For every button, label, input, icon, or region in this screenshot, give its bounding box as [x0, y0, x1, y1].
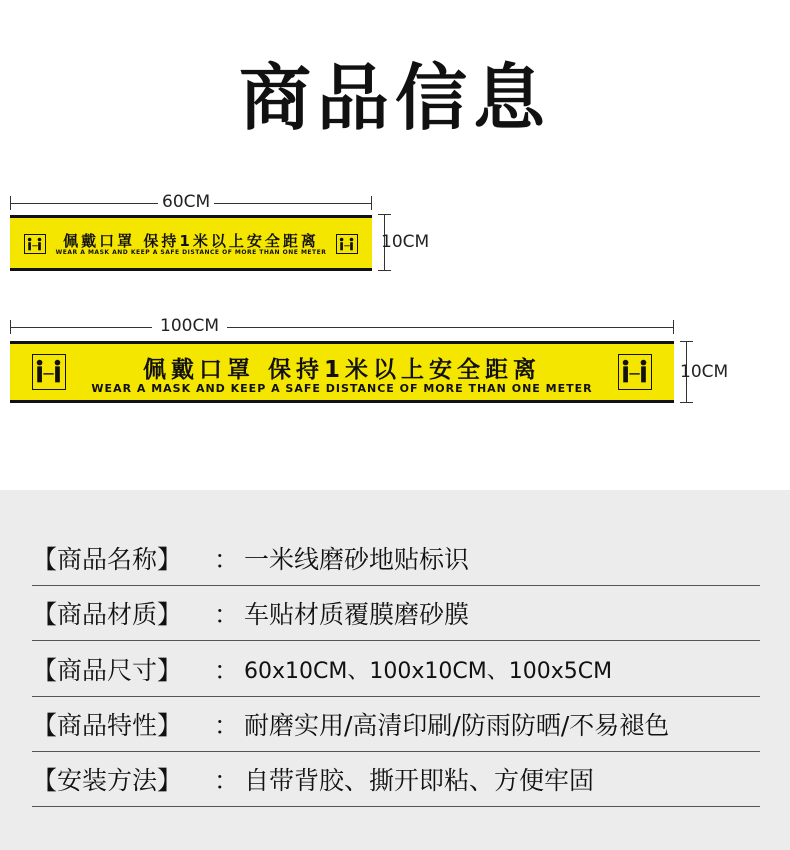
info-separator: ：: [214, 711, 240, 740]
info-row-material: [32, 586, 760, 641]
info-label: 【商品材质】: [32, 600, 183, 629]
info-label: 【商品名称】: [32, 545, 183, 574]
info-row-installation: [32, 752, 760, 807]
width-dimension-label: 60CM: [158, 192, 214, 212]
info-label: 【安装方法】: [32, 766, 183, 795]
page-title: 商品信息: [238, 56, 551, 140]
width-dimension-tick: [371, 196, 372, 210]
product-info-section: [0, 490, 790, 850]
info-separator: ：: [214, 545, 240, 574]
info-value: 自带背胶、撕开即粘、方便牢固: [244, 766, 595, 795]
height-dimension-label: 10CM: [381, 232, 430, 252]
info-value: 车贴材质覆膜磨砂膜: [244, 600, 470, 629]
info-row-name: [32, 531, 760, 586]
info-separator: ：: [214, 766, 240, 795]
width-dimension-tick: [10, 320, 11, 334]
info-label: 【商品特性】: [32, 711, 183, 740]
sign-english-text: WEAR A MASK AND KEEP A SAFE DISTANCE OF MORE THAN ONE METER: [91, 382, 593, 395]
info-separator: ：: [214, 600, 240, 629]
width-dimension-tick: [673, 320, 674, 334]
height-dimension-tick: [378, 270, 391, 271]
width-dimension-line: [10, 327, 674, 328]
info-label: 【商品尺寸】: [32, 656, 183, 685]
height-dimension-tick: [680, 341, 693, 342]
info-value: 60x10CM、100x10CM、100x5CM: [244, 658, 613, 684]
people-distance-icon: [336, 234, 358, 254]
width-dimension-tick: [10, 196, 11, 210]
people-distance-icon: [618, 354, 652, 390]
floor-sign-small: [10, 215, 372, 271]
sign-chinese-text: 佩戴口罩 保持1米以上安全距离: [142, 357, 541, 383]
info-row-size: [32, 642, 760, 697]
height-dimension-tick: [378, 214, 391, 215]
info-row-features: [32, 697, 760, 752]
floor-sign-large: [10, 341, 674, 403]
info-separator: ：: [214, 656, 240, 685]
width-dimension-label: 100CM: [152, 316, 227, 336]
sign-chinese-text: 佩戴口罩 保持1米以上安全距离: [63, 232, 319, 250]
info-value: 一米线磨砂地贴标识: [244, 545, 470, 574]
height-dimension-tick: [680, 402, 693, 403]
sign-english-text: WEAR A MASK AND KEEP A SAFE DISTANCE OF MORE THAN ONE METER: [55, 249, 327, 256]
info-value: 耐磨实用/高清印刷/防雨防晒/不易褪色: [244, 711, 670, 740]
height-dimension-label: 10CM: [680, 362, 729, 382]
